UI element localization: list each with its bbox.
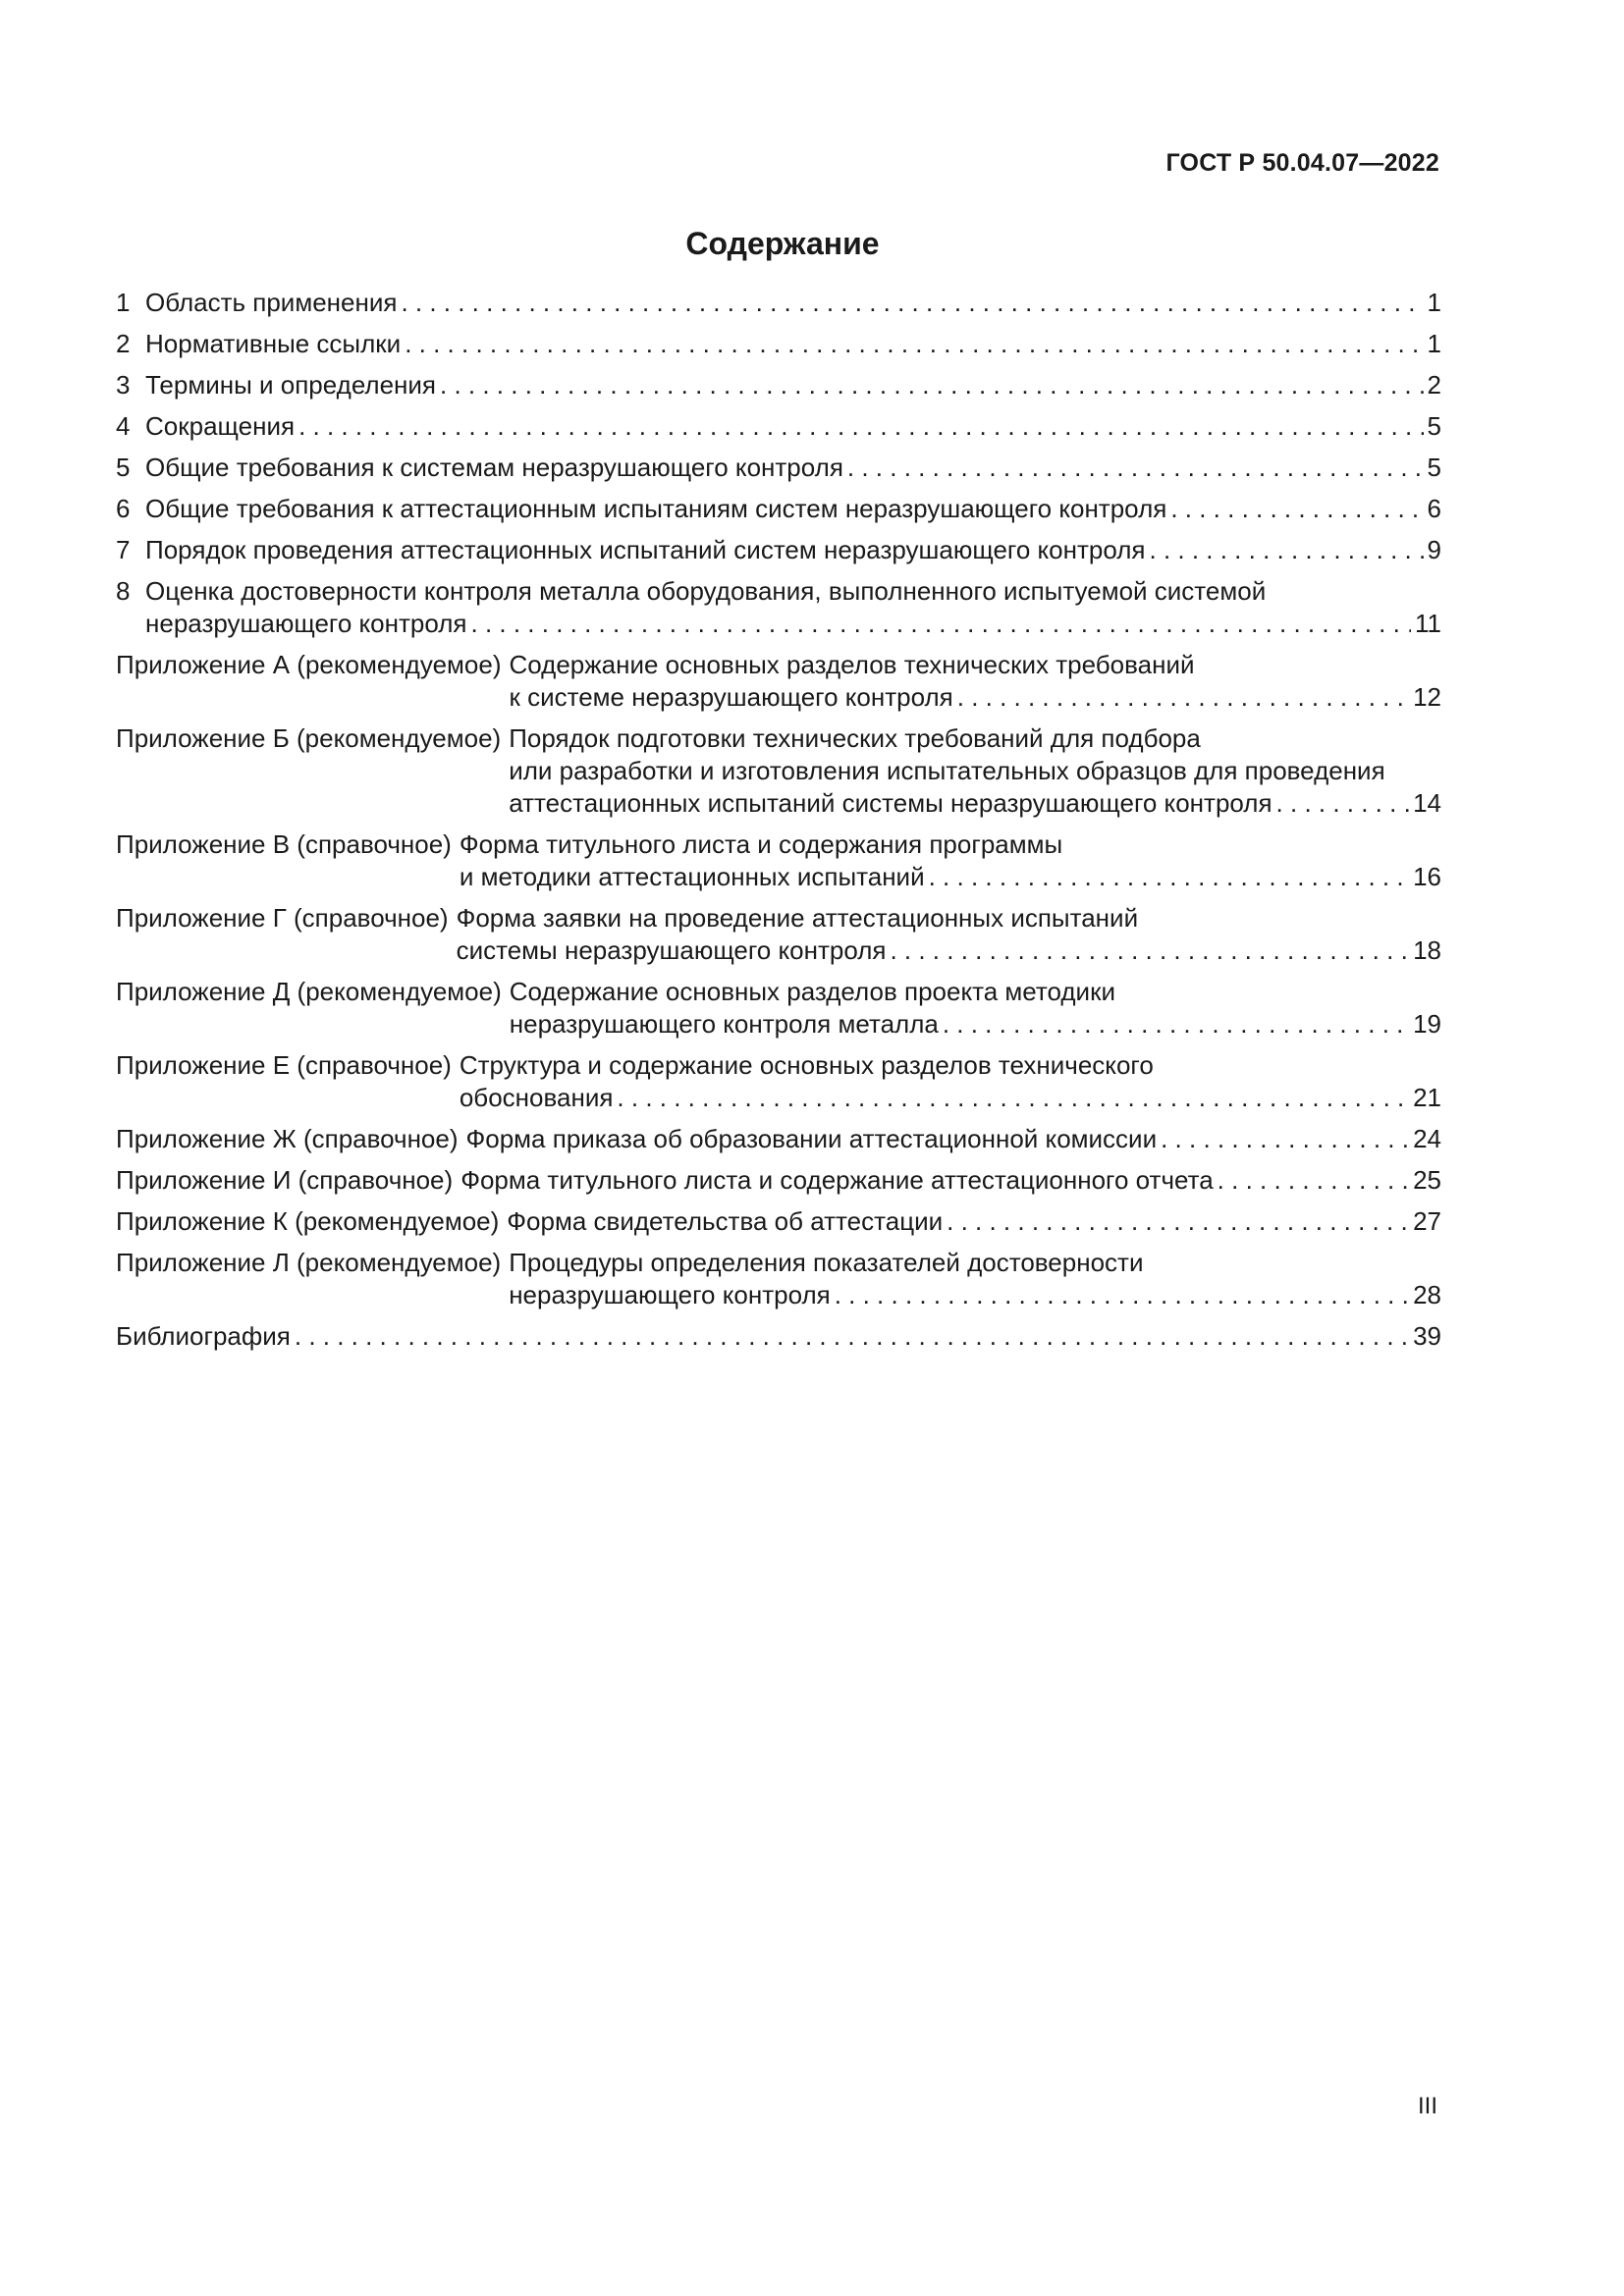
toc-entry-body	[145, 328, 1441, 360]
toc-entry[interactable]	[116, 369, 1441, 401]
toc-entry-appendix-label: Приложение Д (рекомендуемое)	[116, 977, 502, 1006]
toc-dot-leader	[929, 861, 1409, 893]
toc-entry-page: 25	[1413, 1165, 1441, 1195]
toc-dot-leader	[1276, 787, 1410, 820]
toc-entry[interactable]	[116, 287, 1441, 319]
toc-entry-line	[145, 575, 1441, 608]
toc-dot-leader	[440, 369, 1424, 401]
toc-entry-appendix-label: Приложение В (справочное)	[116, 829, 452, 859]
toc-dot-leader	[471, 608, 1411, 640]
toc-entry-body	[145, 493, 1441, 525]
toc-entry-body	[145, 452, 1441, 484]
toc-entry-body	[466, 1123, 1442, 1155]
toc-dot-leader	[890, 934, 1409, 967]
toc-entry-title: Общие требования к системам неразрушающего контроля	[145, 453, 843, 482]
table-of-contents	[116, 287, 1441, 1362]
toc-entry-appendix-label: Приложение К (рекомендуемое)	[116, 1206, 500, 1236]
toc-entry-title: аттестационных испытаний системы неразрушающего контроля	[509, 788, 1272, 818]
toc-dot-leader	[295, 1320, 1409, 1353]
toc-entry-number: 4	[116, 411, 131, 441]
toc-entry-line	[460, 1164, 1441, 1197]
toc-entry-title: Процедуры определения показателей достоверности	[509, 1248, 1144, 1277]
toc-entry[interactable]	[116, 452, 1441, 484]
toc-entry-line	[509, 722, 1441, 755]
toc-entry[interactable]	[116, 1164, 1441, 1197]
toc-entry-body	[460, 1049, 1441, 1114]
toc-entry-line	[460, 861, 1441, 893]
toc-entry-page: 39	[1413, 1321, 1441, 1351]
toc-entry-title: Библиография	[116, 1321, 291, 1351]
toc-entry-page: 14	[1413, 788, 1441, 818]
toc-dot-leader	[617, 1082, 1409, 1114]
toc-entry-page: 1	[1427, 329, 1441, 358]
toc-entry-page: 6	[1427, 494, 1441, 523]
toc-entry-page: 16	[1413, 862, 1441, 891]
toc-entry[interactable]	[116, 410, 1441, 443]
toc-entry-page: 9	[1427, 535, 1441, 564]
document-code: ГОСТ Р 50.04.07—2022	[1165, 149, 1439, 177]
toc-entry-body	[145, 410, 1441, 443]
toc-entry-page: 1	[1427, 288, 1441, 317]
toc-entry[interactable]	[116, 534, 1441, 566]
toc-entry-line	[509, 787, 1441, 820]
toc-entry-title: Нормативные ссылки	[145, 329, 402, 358]
toc-entry-title: Форма титульного листа и содержание аттестационного отчета	[460, 1165, 1214, 1195]
toc-dot-leader	[847, 452, 1424, 484]
toc-entry-page: 28	[1413, 1280, 1441, 1309]
toc-entry-appendix-label: Приложение Ж (справочное)	[116, 1124, 459, 1153]
toc-dot-leader	[405, 328, 1423, 360]
toc-dot-leader	[401, 287, 1423, 319]
toc-entry-appendix-label: Приложение Г (справочное)	[116, 903, 449, 933]
toc-entry-body	[509, 1247, 1441, 1311]
toc-entry-line	[509, 755, 1441, 787]
toc-entry-appendix-label: Приложение И (справочное)	[116, 1165, 454, 1195]
toc-entry-title: или разработки и изготовления испытательных образцов для проведения	[509, 756, 1385, 785]
toc-entry-body	[509, 722, 1441, 820]
toc-dot-leader	[947, 1205, 1409, 1238]
toc-entry-appendix-label: Приложение Б (рекомендуемое)	[116, 723, 502, 753]
toc-entry-number: 1	[116, 288, 131, 317]
toc-entry[interactable]	[116, 493, 1441, 525]
toc-entry-title: Оценка достоверности контроля металла оборудования, выполненного испытуемой системой	[145, 576, 1267, 606]
toc-entry-body	[457, 902, 1441, 967]
toc-entry-line	[145, 534, 1441, 566]
toc-entry[interactable]	[116, 1247, 1441, 1311]
toc-entry-title: системы неразрушающего контроля	[456, 935, 887, 965]
toc-entry-number: 3	[116, 370, 131, 400]
toc-entry-number: 6	[116, 494, 131, 523]
toc-entry-title: Содержание основных разделов проекта методики	[509, 977, 1115, 1006]
toc-entry-title: Порядок проведения аттестационных испытаний систем неразрушающего контроля	[145, 535, 1146, 564]
toc-entry[interactable]	[116, 1205, 1441, 1238]
toc-dot-leader	[1150, 534, 1424, 566]
toc-entry[interactable]	[116, 976, 1441, 1041]
toc-entry-line	[509, 1279, 1441, 1311]
toc-entry-body	[510, 976, 1441, 1041]
toc-entry-number: 5	[116, 453, 131, 482]
toc-entry[interactable]	[116, 902, 1441, 967]
toc-entry-line	[145, 608, 1441, 640]
toc-entry-title: и методики аттестационных испытаний	[459, 862, 925, 891]
toc-entry-line	[145, 493, 1441, 525]
toc-entry-title: неразрушающего контроля металла	[509, 1009, 939, 1039]
toc-entry-title: Структура и содержание основных разделов технического	[459, 1050, 1154, 1080]
toc-entry-title: Область применения	[145, 288, 398, 317]
toc-dot-leader	[957, 681, 1409, 714]
toc-entry[interactable]	[116, 575, 1441, 640]
toc-entry-line	[510, 1008, 1441, 1041]
toc-entry-title: Форма приказа об образовании аттестационной комиссии	[465, 1124, 1158, 1153]
toc-entry-line	[145, 452, 1441, 484]
toc-entry[interactable]	[116, 1049, 1441, 1114]
toc-entry-line	[509, 681, 1441, 714]
toc-entry-page: 19	[1413, 1009, 1441, 1039]
toc-entry-line	[116, 1320, 1441, 1353]
toc-dot-leader	[1161, 1123, 1409, 1155]
toc-entry-page: 27	[1413, 1206, 1441, 1236]
toc-entry-title: неразрушающего контроля	[509, 1280, 831, 1309]
toc-entry-title: обоснования	[459, 1083, 614, 1112]
toc-entry-title: Термины и определения	[145, 370, 437, 400]
toc-entry[interactable]	[116, 722, 1441, 820]
toc-entry-line	[460, 828, 1441, 861]
toc-entry-line	[460, 1082, 1441, 1114]
page-number: III	[1417, 2093, 1437, 2119]
toc-entry[interactable]	[116, 649, 1441, 714]
toc-entry-line	[466, 1123, 1442, 1155]
toc-entry-line	[460, 1049, 1441, 1082]
toc-entry-body	[145, 369, 1441, 401]
toc-entry-appendix-label: Приложение Е (справочное)	[116, 1050, 452, 1080]
toc-entry-title: к системе неразрушающего контроля	[509, 682, 953, 712]
toc-dot-leader	[298, 410, 1423, 443]
toc-entry-body	[460, 1164, 1441, 1197]
toc-entry-body	[116, 1320, 1441, 1353]
toc-entry-line	[507, 1205, 1441, 1238]
toc-entry[interactable]	[116, 1123, 1441, 1155]
toc-entry-number: 8	[116, 576, 131, 606]
toc-entry-title: неразрушающего контроля	[145, 609, 467, 638]
toc-title: Содержание	[685, 226, 880, 261]
toc-entry-title: Содержание основных разделов технических требований	[509, 650, 1195, 679]
toc-entry-title: Форма заявки на проведение аттестационных испытаний	[456, 903, 1139, 933]
toc-entry-page: 12	[1413, 682, 1441, 712]
toc-dot-leader	[835, 1279, 1409, 1311]
toc-entry-body	[460, 828, 1441, 893]
toc-entry-line	[145, 287, 1441, 319]
toc-entry-body	[145, 534, 1441, 566]
toc-dot-leader	[943, 1008, 1409, 1041]
toc-entry-title: Сокращения	[145, 411, 296, 441]
toc-entry-title: Порядок подготовки технических требований для подбора	[509, 723, 1201, 753]
toc-entry-line	[145, 410, 1441, 443]
toc-dot-leader	[1218, 1164, 1409, 1197]
toc-entry-page: 24	[1413, 1124, 1441, 1153]
toc-entry-line	[145, 328, 1441, 360]
toc-entry-appendix-label: Приложение Л (рекомендуемое)	[116, 1248, 502, 1277]
toc-entry-page: 11	[1415, 609, 1441, 638]
toc-entry[interactable]	[116, 828, 1441, 893]
toc-entry-page: 18	[1413, 935, 1441, 965]
toc-entry-body	[509, 649, 1441, 714]
toc-entry-appendix-label: Приложение А (рекомендуемое)	[116, 650, 502, 679]
toc-entry-title: Форма свидетельства об аттестации	[507, 1206, 944, 1236]
toc-entry-line	[509, 649, 1441, 681]
toc-entry-body	[507, 1205, 1441, 1238]
toc-entry-number: 7	[116, 535, 131, 564]
toc-entry-page: 21	[1413, 1083, 1441, 1112]
toc-entry[interactable]	[116, 1320, 1441, 1353]
toc-entry-title: Форма титульного листа и содержания программы	[459, 829, 1063, 859]
toc-entry-line	[509, 1247, 1441, 1279]
toc-entry-line	[457, 934, 1441, 967]
toc-entry-page: 5	[1427, 453, 1441, 482]
toc-entry-body	[145, 287, 1441, 319]
toc-entry-page: 5	[1427, 411, 1441, 441]
toc-entry-number: 2	[116, 329, 131, 358]
toc-entry-title: Общие требования к аттестационным испытаниям систем неразрушающего контроля	[145, 494, 1167, 523]
toc-entry[interactable]	[116, 328, 1441, 360]
toc-entry-body	[145, 575, 1441, 640]
toc-entry-line	[457, 902, 1441, 934]
toc-dot-leader	[1170, 493, 1423, 525]
toc-entry-line	[510, 976, 1441, 1008]
toc-entry-page: 2	[1427, 370, 1441, 400]
toc-entry-line	[145, 369, 1441, 401]
